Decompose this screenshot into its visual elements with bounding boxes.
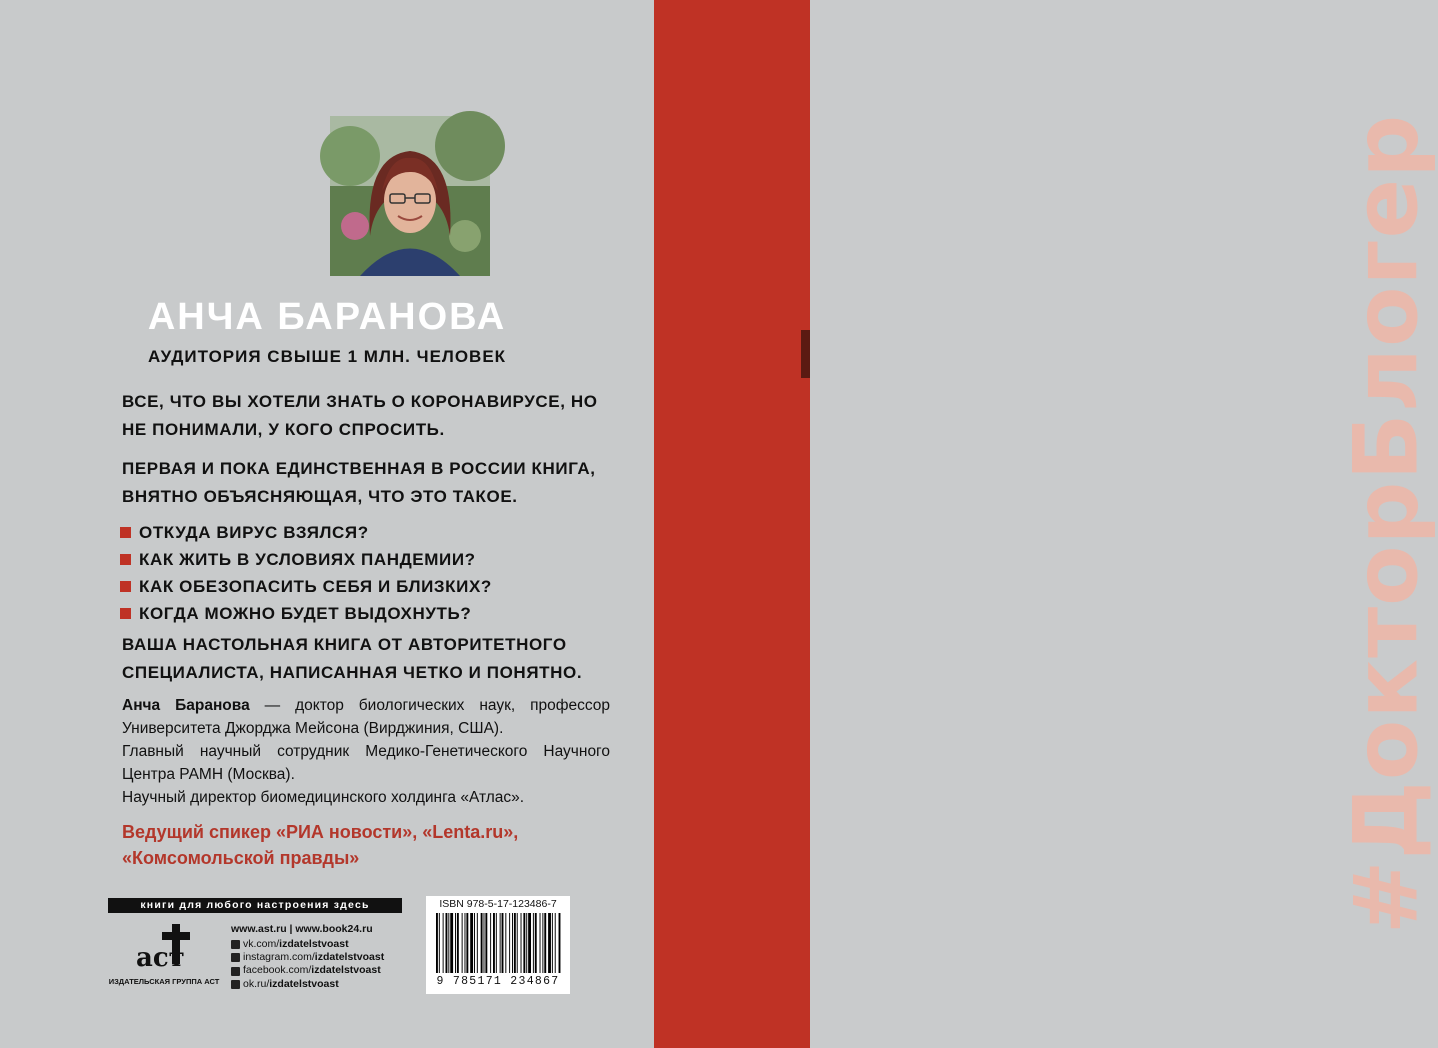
barcode-bar [528, 913, 531, 973]
bullet-square-icon [120, 581, 131, 592]
social-link-instagram[interactable]: instagram.com/ izdatelstvoast [231, 951, 384, 964]
barcode-bar [542, 913, 543, 973]
barcode-bar [481, 913, 483, 973]
barcode-bar [521, 913, 522, 973]
barcode-bar [544, 913, 546, 973]
barcode-bar [555, 913, 556, 973]
barcode-bar [477, 913, 478, 973]
barcode-bar [500, 913, 501, 973]
list-item: КАК ЖИТЬ В УСЛОВИЯХ ПАНДЕМИИ? [120, 546, 640, 573]
barcode-bar [439, 913, 440, 973]
blurb-paragraph-2: ПЕРВАЯ И ПОКА ЕДИНСТВЕННАЯ В РОССИИ КНИГА, ВНЯТНО ОБЪЯСНЯЮЩАЯ, ЧТО ЭТО ТАКОЕ. [122, 459, 596, 506]
barcode-bar [493, 913, 495, 973]
bullet-square-icon [120, 608, 131, 619]
barcode-bar [450, 913, 453, 973]
question-list [120, 519, 640, 627]
audience-line: АУДИТОРИЯ СВЫШЕ 1 МЛН. ЧЕЛОВЕК [147, 347, 507, 366]
list-item: КАК ОБЕЗОПАСИТЬ СЕБЯ И БЛИЗКИХ? [120, 573, 640, 600]
bio-paragraph-3: Научный директор биомедицинского холдинга «Атлас». [122, 789, 525, 806]
list-item: ОТКУДА ВИРУС ВЗЯЛСЯ? [120, 519, 640, 546]
publisher-tagline: книги для любого настроения здесь [108, 898, 402, 913]
barcode-bar [443, 913, 444, 973]
isbn-label: ISBN 978-5-17-123486-7 [439, 898, 557, 910]
barcode-bar [535, 913, 537, 973]
vk-icon [231, 940, 240, 949]
bullet-square-icon [120, 554, 131, 565]
blurb-paragraph-3: ВАША НАСТОЛЬНАЯ КНИГА ОТ АВТОРИТЕТНОГО СПЕЦИАЛИСТА, НАПИСАННАЯ ЧЕТКО И ПОНЯТНО. [122, 635, 583, 682]
isbn-number: 9 785171 234867 [436, 975, 560, 988]
bio-author-name: Анча Баранова [122, 697, 250, 714]
ok-icon [231, 980, 240, 989]
facebook-icon [231, 967, 240, 976]
author-photo [330, 116, 490, 276]
bio-paragraph-2: Главный научный сотрудник Медико-Генетического Научного Центра РАМН (Москва). [122, 743, 610, 783]
bio-paragraph-1: Анча Баранова — доктор биологических наук, профессор Университета Джорджа Мейсона (Вирджиния, США). [122, 697, 611, 737]
spine-stripe [654, 0, 1438, 1048]
bullet-square-icon [120, 527, 131, 538]
blurb-paragraph-1: ВСЕ, ЧТО ВЫ ХОТЕЛИ ЗНАТЬ О КОРОНАВИРУСЕ, НО НЕ ПОНИМАЛИ, У КОГО СПРОСИТЬ. [122, 392, 598, 439]
author-bio [122, 694, 610, 809]
barcode-bar [514, 913, 516, 973]
spine-hashtag: #ДокторБлогер [1334, 113, 1438, 935]
barcode-bar [548, 913, 551, 973]
logo-text: аст [136, 943, 185, 973]
barcode-bar [526, 913, 527, 973]
barcode-bar [474, 913, 475, 973]
barcode [436, 913, 560, 973]
list-item: КОГДА МОЖНО БУДЕТ ВЫДОХНУТЬ? [120, 600, 640, 627]
barcode-bar [470, 913, 473, 973]
barcode-bar [446, 913, 448, 973]
barcode-bar [462, 913, 463, 973]
barcode-bar [465, 913, 466, 973]
barcode-bar [484, 913, 485, 973]
social-link-facebook[interactable]: facebook.com/ izdatelstvoast [231, 964, 384, 977]
publisher-websites[interactable]: www.ast.ru | www.book24.ru [231, 923, 373, 935]
barcode-bar [457, 913, 459, 973]
barcode-bar [552, 913, 553, 973]
barcode-bar [466, 913, 468, 973]
barcode-bar [509, 913, 510, 973]
barcode-bar [533, 913, 534, 973]
barcode-bar [523, 913, 525, 973]
isbn-barcode-block [426, 896, 570, 994]
barcode-bar [436, 913, 438, 973]
barcode-bar [490, 913, 491, 973]
barcode-bar [517, 913, 518, 973]
barcode-bar [559, 913, 561, 973]
barcode-bar [485, 913, 487, 973]
social-link-ok[interactable]: ok.ru/ izdatelstvoast [231, 978, 384, 991]
spine-tab [801, 330, 810, 378]
barcode-bar [540, 913, 541, 973]
author-name: АНЧА БАРАНОВА [147, 296, 507, 338]
social-link-vk[interactable]: vk.com/ izdatelstvoast [231, 938, 384, 951]
barcode-bar [512, 913, 513, 973]
promo-text: Ведущий спикер «РИА новости», «Lenta.ru», «Комсомольской правды» [122, 822, 519, 868]
barcode-bar [455, 913, 456, 973]
barcode-bar [505, 913, 506, 973]
barcode-bar [448, 913, 449, 973]
social-links [231, 938, 384, 991]
barcode-bar [502, 913, 504, 973]
barcode-bar [496, 913, 497, 973]
instagram-icon [231, 953, 240, 962]
publisher-caption: ИЗДАТЕЛЬСКАЯ ГРУППА АСТ [108, 977, 220, 986]
